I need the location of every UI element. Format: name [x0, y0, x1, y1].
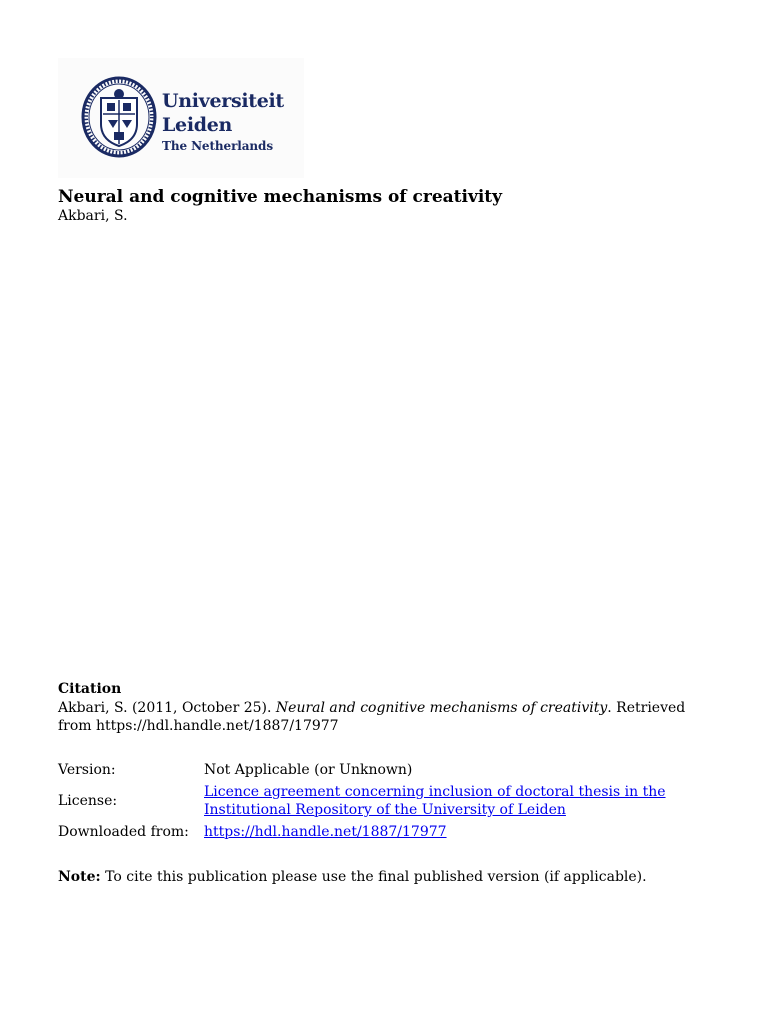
version-value: Not Applicable (or Unknown)	[204, 762, 413, 778]
university-seal-icon	[81, 76, 157, 158]
note-label: Note:	[58, 869, 101, 885]
logo-text-netherlands: The Netherlands	[162, 139, 274, 153]
downloaded-label: Downloaded from:	[58, 824, 189, 840]
note	[58, 868, 647, 886]
license-value[interactable]	[204, 783, 714, 819]
downloaded-value[interactable]	[204, 823, 714, 841]
logo-text-leiden: Leiden	[162, 114, 233, 136]
handle-link[interactable]: https://hdl.handle.net/1887/17977	[204, 824, 447, 840]
note-text: To cite this publication please use the final published version (if applicable).	[100, 869, 647, 885]
citation-heading: Citation	[58, 681, 122, 697]
license-label: License:	[58, 793, 118, 809]
version-label: Version:	[58, 762, 116, 778]
citation-prefix: Akbari, S. (2011, October 25).	[58, 700, 276, 716]
citation-title: Neural and cognitive mechanisms of creativity	[275, 700, 608, 716]
document-author: Akbari, S.	[58, 208, 128, 224]
citation-text	[58, 699, 718, 735]
document-title: Neural and cognitive mechanisms of creativity	[58, 187, 503, 207]
logo-text-universiteit: Universiteit	[162, 90, 284, 112]
university-logo	[58, 58, 304, 178]
license-link[interactable]: Licence agreement concerning inclusion of doctoral thesis in the Institutional Repository of the University of Leiden	[204, 784, 666, 818]
citation-suffix: . Retrieved from https://hdl.handle.net/1887/17977	[58, 700, 686, 734]
